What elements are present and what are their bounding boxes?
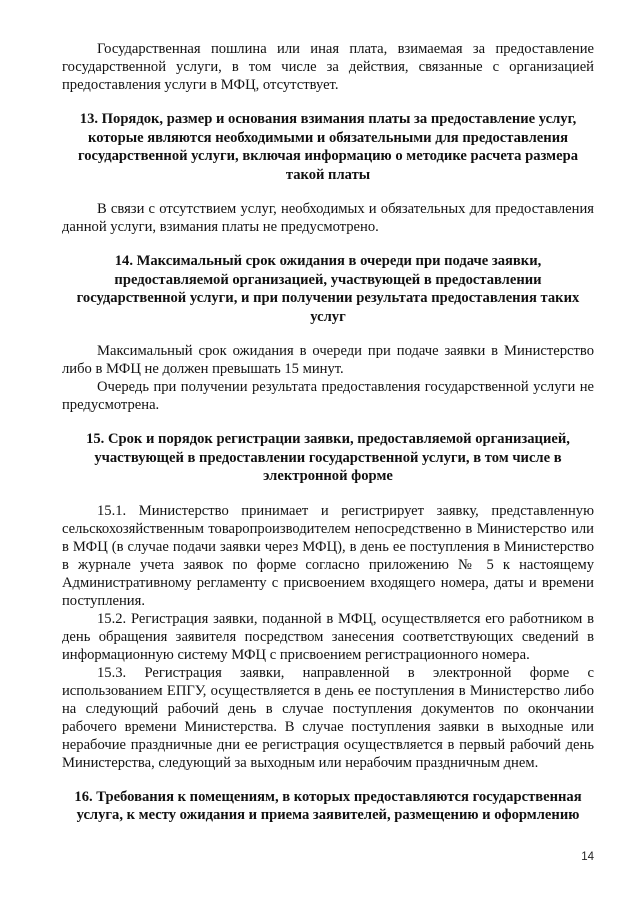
spacer <box>62 184 594 200</box>
section-15-heading: 15. Срок и порядок регистрации заявки, предоставляемой организацией, участвующей в предоставлении государственной услуги, в том числе в электронной форме <box>86 431 570 484</box>
section-13-paragraph: В связи с отсутствием услуг, необходимых и обязательных для предоставления данной услуги, взимания платы не предусмотрено. <box>62 201 594 235</box>
intro-paragraph: Государственная пошлина или иная плата, взимаемая за предоставление государственной услуги, в том числе за действия, связанные с организацией предоставления услуги в МФЦ, отсутствует. <box>62 41 594 93</box>
section-14-paragraph: Максимальный срок ожидания в очереди при подаче заявки в Министерство либо в МФЦ не должен превышать 15 минут. <box>62 343 594 377</box>
spacer <box>62 236 594 252</box>
section-15-paragraph: 15.1. Министерство принимает и регистрирует заявку, представленную сельскохозяйственным товаропроизводителем непосредственно в Министерство или в МФЦ (в случае подачи заявки через МФЦ), в день ее поступления в Министерство в журнале учета заявок по форме согласно приложению № 5 к настоящему Административному регламенту с присвоением входящего номера, даты и времени поступления. <box>62 502 594 609</box>
spacer <box>62 486 594 502</box>
spacer <box>62 772 594 788</box>
spacer <box>62 414 594 430</box>
section-15-paragraph: 15.3. Регистрация заявки, направленной в электронной форме с использованием ЕПГУ, осуществляется в день ее поступления в Министерство либо на следующий рабочий день в случае поступления документов по окончании рабочего времени Министерства. В случае поступления заявки в выходные или нерабочие праздничные дни ее регистрация осуществляется в первый рабочий день Министерства, следующий за выходным или нерабочим праздничным днем. <box>62 664 594 771</box>
section-16-heading: 16. Требования к помещениям, в которых предоставляются государственная услуга, к месту ожидания и приема заявителей, размещению и оформлению <box>74 788 582 823</box>
spacer <box>62 94 594 110</box>
section-14-paragraph: Очередь при получении результата предоставления государственной услуги не предусмотрена. <box>62 379 594 413</box>
section-13-heading: 13. Порядок, размер и основания взимания платы за предоставление услуг, которые являются необходимыми и обязательными для предоставления государственной услуги, включая информацию о методике расчета размера такой платы <box>77 111 579 183</box>
section-15-paragraph: 15.2. Регистрация заявки, поданной в МФЦ, осуществляется его работником в день обращения заявителя посредством занесения соответствующих сведений в информационную систему МФЦ с присвоением регистрационного номера. <box>62 610 594 663</box>
spacer <box>62 326 594 342</box>
page-number: 14 <box>581 851 594 863</box>
document-page <box>62 40 594 825</box>
section-14-heading: 14. Максимальный срок ожидания в очереди при подаче заявки, предоставляемой организацией, участвующей в предоставлении государственной услуги, и при получении результата предоставления таких услуг <box>76 253 580 325</box>
